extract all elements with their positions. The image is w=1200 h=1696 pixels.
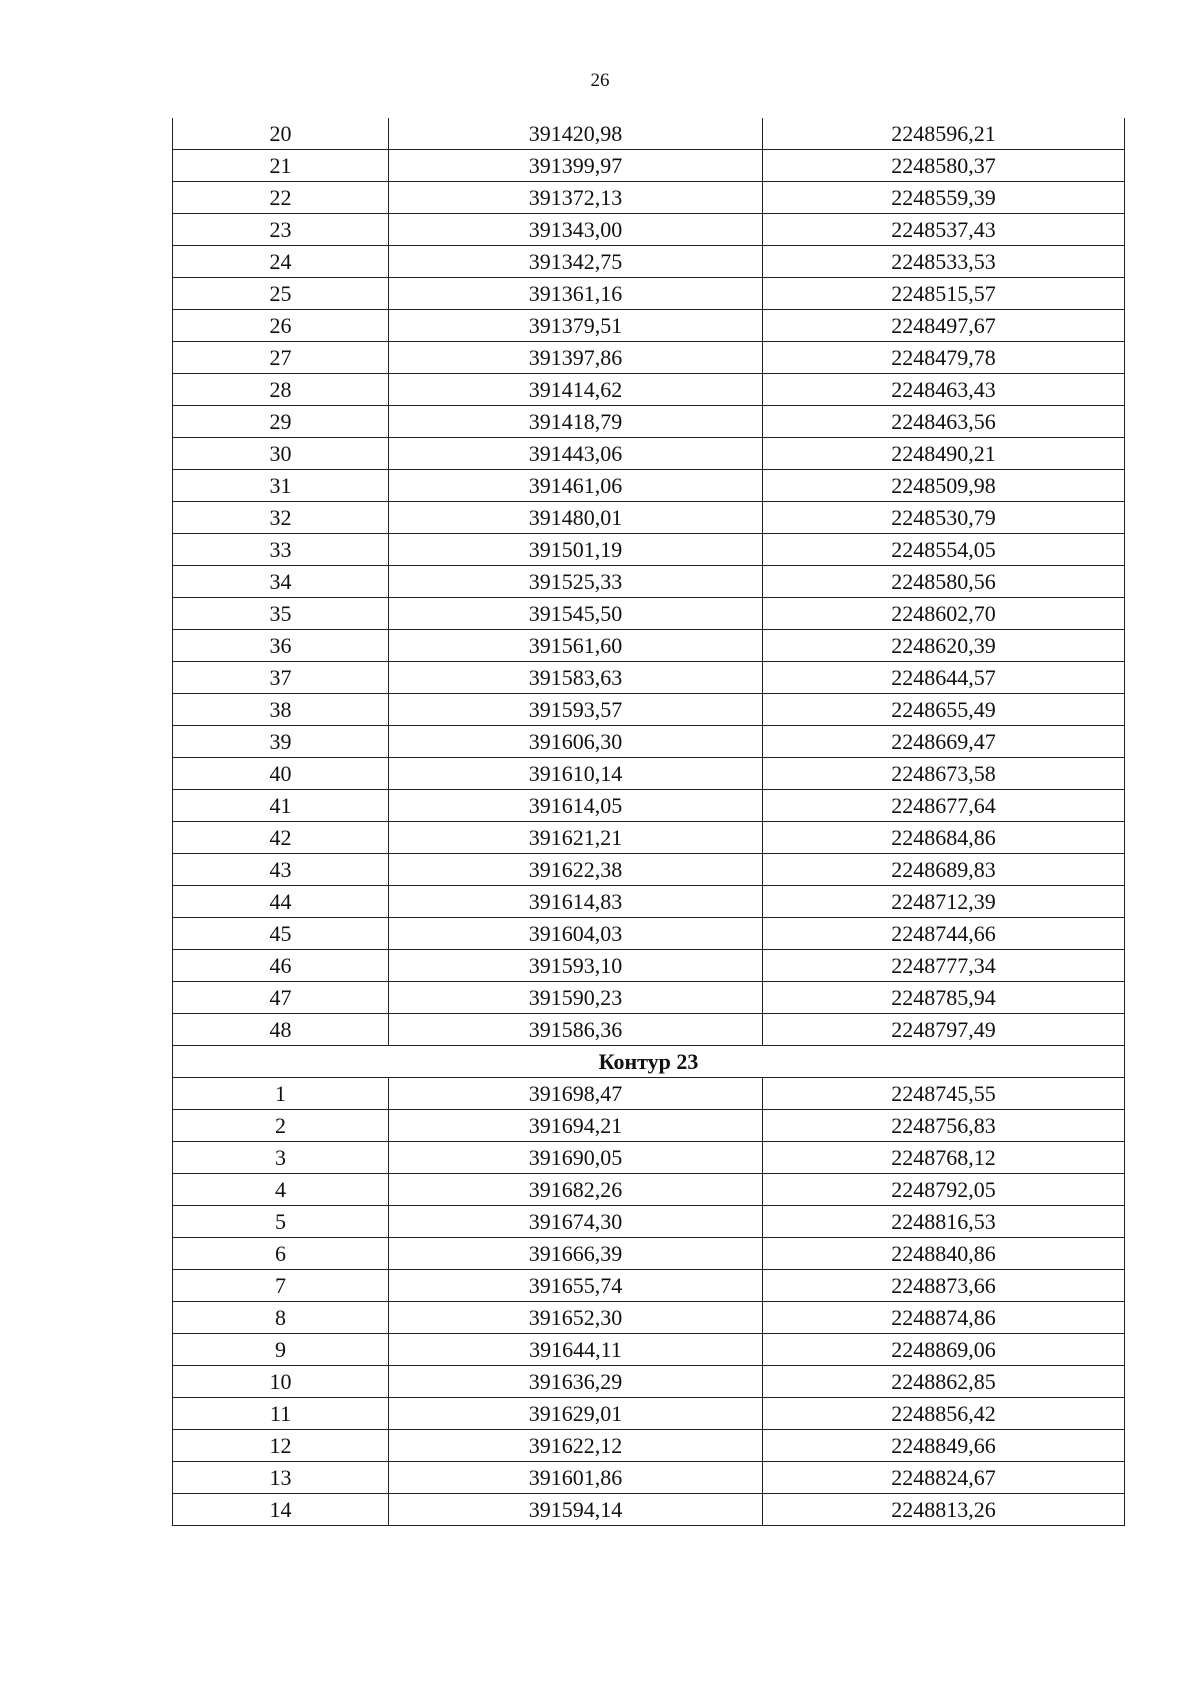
table-row [173,470,1125,502]
x-coordinate-cell: 391644,11 [389,1334,763,1366]
point-number-cell: 5 [173,1206,389,1238]
y-coordinate-cell: 2248797,49 [763,1014,1125,1046]
table-row [173,694,1125,726]
y-coordinate-cell: 2248479,78 [763,342,1125,374]
table-row [173,1206,1125,1238]
y-coordinate-cell: 2248874,86 [763,1302,1125,1334]
x-coordinate-cell: 391461,06 [389,470,763,502]
point-number-cell: 26 [173,310,389,342]
point-number-cell: 14 [173,1494,389,1526]
y-coordinate-cell: 2248655,49 [763,694,1125,726]
table-row [173,758,1125,790]
table-row [173,1494,1125,1526]
table-row [173,1238,1125,1270]
y-coordinate-cell: 2248824,67 [763,1462,1125,1494]
y-coordinate-cell: 2248533,53 [763,246,1125,278]
y-coordinate-cell: 2248745,55 [763,1078,1125,1110]
x-coordinate-cell: 391622,38 [389,854,763,886]
point-number-cell: 20 [173,118,389,150]
table-row [173,1142,1125,1174]
point-number-cell: 34 [173,566,389,598]
point-number-cell: 30 [173,438,389,470]
point-number-cell: 21 [173,150,389,182]
x-coordinate-cell: 391590,23 [389,982,763,1014]
x-coordinate-cell: 391372,13 [389,182,763,214]
point-number-cell: 43 [173,854,389,886]
y-coordinate-cell: 2248580,56 [763,566,1125,598]
table-row [173,374,1125,406]
x-coordinate-cell: 391610,14 [389,758,763,790]
y-coordinate-cell: 2248580,37 [763,150,1125,182]
point-number-cell: 9 [173,1334,389,1366]
x-coordinate-cell: 391682,26 [389,1174,763,1206]
point-number-cell: 38 [173,694,389,726]
table-row [173,566,1125,598]
point-number-cell: 32 [173,502,389,534]
point-number-cell: 42 [173,822,389,854]
table-row [173,854,1125,886]
y-coordinate-cell: 2248849,66 [763,1430,1125,1462]
y-coordinate-cell: 2248792,05 [763,1174,1125,1206]
y-coordinate-cell: 2248684,86 [763,822,1125,854]
table-row [173,598,1125,630]
x-coordinate-cell: 391690,05 [389,1142,763,1174]
point-number-cell: 35 [173,598,389,630]
x-coordinate-cell: 391418,79 [389,406,763,438]
y-coordinate-cell: 2248537,43 [763,214,1125,246]
table-row [173,342,1125,374]
x-coordinate-cell: 391601,86 [389,1462,763,1494]
y-coordinate-cell: 2248856,42 [763,1398,1125,1430]
y-coordinate-cell: 2248744,66 [763,918,1125,950]
point-number-cell: 3 [173,1142,389,1174]
x-coordinate-cell: 391698,47 [389,1078,763,1110]
table-row [173,982,1125,1014]
table-row [173,1398,1125,1430]
x-coordinate-cell: 391583,63 [389,662,763,694]
point-number-cell: 31 [173,470,389,502]
y-coordinate-cell: 2248785,94 [763,982,1125,1014]
point-number-cell: 25 [173,278,389,310]
x-coordinate-cell: 391343,00 [389,214,763,246]
page-number: 26 [590,70,610,91]
x-coordinate-cell: 391594,14 [389,1494,763,1526]
point-number-cell: 44 [173,886,389,918]
y-coordinate-cell: 2248490,21 [763,438,1125,470]
x-coordinate-cell: 391694,21 [389,1110,763,1142]
x-coordinate-cell: 391501,19 [389,534,763,566]
point-number-cell: 37 [173,662,389,694]
x-coordinate-cell: 391480,01 [389,502,763,534]
point-number-cell: 29 [173,406,389,438]
x-coordinate-cell: 391561,60 [389,630,763,662]
point-number-cell: 23 [173,214,389,246]
point-number-cell: 6 [173,1238,389,1270]
point-number-cell: 36 [173,630,389,662]
point-number-cell: 41 [173,790,389,822]
point-number-cell: 24 [173,246,389,278]
y-coordinate-cell: 2248777,34 [763,950,1125,982]
section-title: Контур 23 [173,1046,1125,1078]
x-coordinate-cell: 391621,21 [389,822,763,854]
table-row [173,726,1125,758]
y-coordinate-cell: 2248869,06 [763,1334,1125,1366]
y-coordinate-cell: 2248862,85 [763,1366,1125,1398]
point-number-cell: 46 [173,950,389,982]
table-row [173,950,1125,982]
x-coordinate-cell: 391586,36 [389,1014,763,1046]
point-number-cell: 47 [173,982,389,1014]
y-coordinate-cell: 2248497,67 [763,310,1125,342]
point-number-cell: 13 [173,1462,389,1494]
table-row [173,118,1125,150]
y-coordinate-cell: 2248712,39 [763,886,1125,918]
y-coordinate-cell: 2248768,12 [763,1142,1125,1174]
point-number-cell: 8 [173,1302,389,1334]
x-coordinate-cell: 391397,86 [389,342,763,374]
y-coordinate-cell: 2248509,98 [763,470,1125,502]
y-coordinate-cell: 2248620,39 [763,630,1125,662]
table-row [173,822,1125,854]
point-number-cell: 7 [173,1270,389,1302]
table-row [173,246,1125,278]
table-row [173,1302,1125,1334]
x-coordinate-cell: 391614,83 [389,886,763,918]
point-number-cell: 45 [173,918,389,950]
table-row [173,502,1125,534]
x-coordinate-cell: 391525,33 [389,566,763,598]
table-row [173,1366,1125,1398]
y-coordinate-cell: 2248816,53 [763,1206,1125,1238]
table-row [173,534,1125,566]
y-coordinate-cell: 2248677,64 [763,790,1125,822]
x-coordinate-cell: 391604,03 [389,918,763,950]
y-coordinate-cell: 2248530,79 [763,502,1125,534]
section-header-row [173,1046,1125,1078]
coordinates-table-body [173,118,1125,1526]
point-number-cell: 28 [173,374,389,406]
table-row [173,406,1125,438]
y-coordinate-cell: 2248515,57 [763,278,1125,310]
point-number-cell: 48 [173,1014,389,1046]
x-coordinate-cell: 391606,30 [389,726,763,758]
x-coordinate-cell: 391443,06 [389,438,763,470]
table-row [173,182,1125,214]
table-row [173,886,1125,918]
coordinates-table [172,118,1125,1526]
y-coordinate-cell: 2248813,26 [763,1494,1125,1526]
x-coordinate-cell: 391666,39 [389,1238,763,1270]
table-row [173,1078,1125,1110]
x-coordinate-cell: 391593,10 [389,950,763,982]
x-coordinate-cell: 391593,57 [389,694,763,726]
table-row [173,630,1125,662]
y-coordinate-cell: 2248689,83 [763,854,1125,886]
y-coordinate-cell: 2248554,05 [763,534,1125,566]
x-coordinate-cell: 391361,16 [389,278,763,310]
y-coordinate-cell: 2248873,66 [763,1270,1125,1302]
x-coordinate-cell: 391652,30 [389,1302,763,1334]
table-row [173,278,1125,310]
x-coordinate-cell: 391629,01 [389,1398,763,1430]
y-coordinate-cell: 2248669,47 [763,726,1125,758]
point-number-cell: 27 [173,342,389,374]
y-coordinate-cell: 2248673,58 [763,758,1125,790]
point-number-cell: 11 [173,1398,389,1430]
x-coordinate-cell: 391614,05 [389,790,763,822]
y-coordinate-cell: 2248463,43 [763,374,1125,406]
table-row [173,1110,1125,1142]
x-coordinate-cell: 391622,12 [389,1430,763,1462]
table-row [173,1334,1125,1366]
point-number-cell: 39 [173,726,389,758]
table-row [173,1462,1125,1494]
point-number-cell: 12 [173,1430,389,1462]
table-row [173,214,1125,246]
point-number-cell: 4 [173,1174,389,1206]
x-coordinate-cell: 391414,62 [389,374,763,406]
table-row [173,1270,1125,1302]
table-row [173,438,1125,470]
y-coordinate-cell: 2248756,83 [763,1110,1125,1142]
x-coordinate-cell: 391636,29 [389,1366,763,1398]
table-row [173,918,1125,950]
y-coordinate-cell: 2248559,39 [763,182,1125,214]
point-number-cell: 10 [173,1366,389,1398]
x-coordinate-cell: 391674,30 [389,1206,763,1238]
table-row [173,790,1125,822]
point-number-cell: 22 [173,182,389,214]
point-number-cell: 2 [173,1110,389,1142]
table-row [173,662,1125,694]
y-coordinate-cell: 2248463,56 [763,406,1125,438]
x-coordinate-cell: 391655,74 [389,1270,763,1302]
y-coordinate-cell: 2248644,57 [763,662,1125,694]
y-coordinate-cell: 2248596,21 [763,118,1125,150]
y-coordinate-cell: 2248602,70 [763,598,1125,630]
x-coordinate-cell: 391399,97 [389,150,763,182]
table-row [173,1174,1125,1206]
point-number-cell: 1 [173,1078,389,1110]
point-number-cell: 33 [173,534,389,566]
table-row [173,150,1125,182]
y-coordinate-cell: 2248840,86 [763,1238,1125,1270]
x-coordinate-cell: 391545,50 [389,598,763,630]
point-number-cell: 40 [173,758,389,790]
table-row [173,310,1125,342]
table-row [173,1014,1125,1046]
table-row [173,1430,1125,1462]
x-coordinate-cell: 391342,75 [389,246,763,278]
x-coordinate-cell: 391420,98 [389,118,763,150]
x-coordinate-cell: 391379,51 [389,310,763,342]
